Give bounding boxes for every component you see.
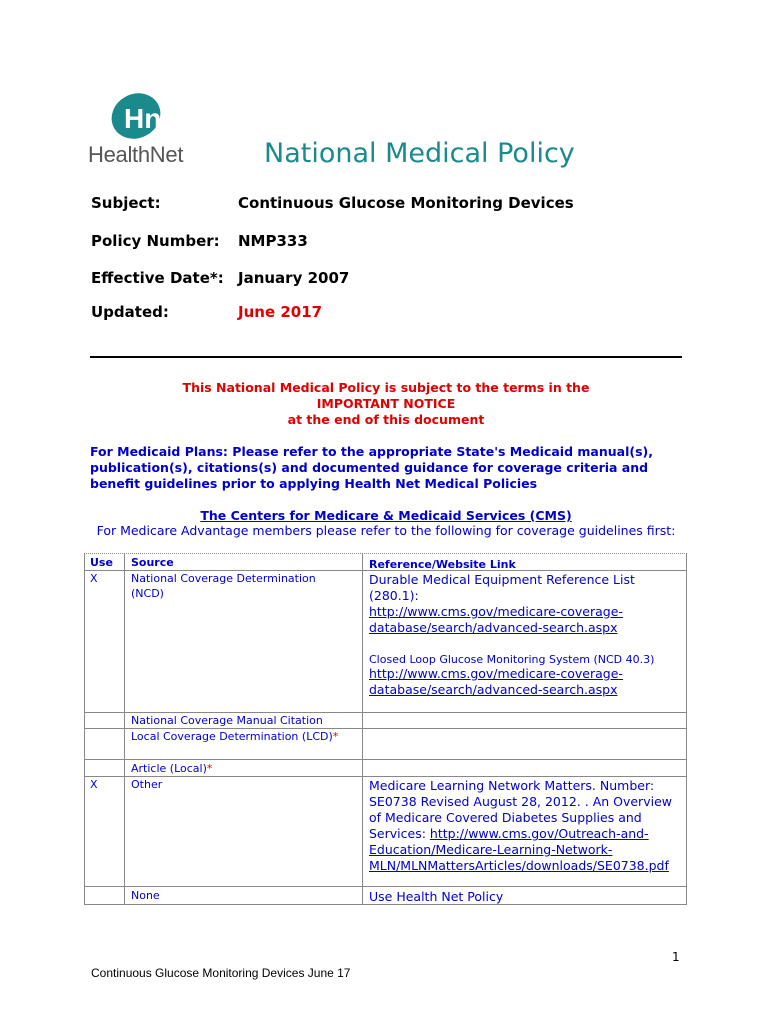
- updated-label: Updated:: [91, 303, 169, 321]
- column-header-use: Use: [90, 556, 113, 569]
- ncd-source-line-2: (NCD): [131, 587, 164, 600]
- article-asterisk: *: [206, 762, 213, 775]
- ncd-link-2-cont[interactable]: [369, 682, 685, 698]
- other-link-part-c[interactable]: MLN/MLNMattersArticles/downloads/SE0738.pdf: [369, 858, 669, 873]
- column-header-source: Source: [131, 556, 174, 569]
- medicaid-line-3: benefit guidelines prior to applying Health Net Medical Policies: [90, 476, 538, 491]
- policy-number-label: Policy Number:: [91, 232, 220, 250]
- ncd-closed-loop-ref: Closed Loop Glucose Monitoring System (NCD 40.3): [369, 653, 655, 666]
- ncd-link-1-part-a[interactable]: http://www.cms.gov/medicare-coverage-: [369, 604, 623, 619]
- lcd-asterisk: *: [332, 730, 339, 743]
- medicaid-paragraph: [90, 444, 690, 492]
- ncd-link-2[interactable]: [369, 666, 685, 682]
- other-ref-services: Services:: [369, 826, 430, 841]
- other-link-part-a[interactable]: http://www.cms.gov/Outreach-and-: [429, 826, 649, 841]
- ncd-link-2-part-a[interactable]: http://www.cms.gov/medicare-coverage-: [369, 666, 623, 681]
- subject-value: Continuous Glucose Monitoring Devices: [238, 194, 574, 212]
- footer-text: Continuous Glucose Monitoring Devices June 17: [91, 966, 351, 980]
- other-ref-line-2: SE0738 Revised August 28, 2012. . An Overview: [369, 794, 672, 809]
- page-number: 1: [672, 950, 680, 964]
- svg-text:Hn: Hn: [124, 103, 162, 134]
- other-ref-line-3: of Medicare Covered Diabetes Supplies and: [369, 810, 642, 825]
- other-ref-line-4: [369, 826, 685, 842]
- other-link-cont-2[interactable]: [369, 858, 685, 874]
- other-source: Other: [131, 778, 163, 791]
- ncd-ref-line-1: Durable Medical Equipment Reference List: [369, 572, 635, 587]
- manual-source: National Coverage Manual Citation: [131, 714, 323, 727]
- cms-heading: The Centers for Medicare & Medicaid Services (CMS): [200, 508, 572, 523]
- ncd-link-1[interactable]: [369, 604, 685, 620]
- effective-date-value: January 2007: [238, 269, 350, 287]
- lcd-source-text: Local Coverage Determination (LCD): [131, 730, 333, 743]
- none-ref: Use Health Net Policy: [369, 889, 504, 904]
- policy-number-value: NMP333: [238, 232, 308, 250]
- divider: [90, 356, 682, 358]
- medicaid-line-2: publication(s), citations(s) and documented guidance for coverage criteria and: [90, 460, 649, 475]
- other-use-mark: X: [90, 778, 98, 791]
- cms-intro: For Medicare Advantage members please refer to the following for coverage guidelines first:: [96, 523, 676, 538]
- ncd-link-1-cont[interactable]: [369, 620, 685, 636]
- logo-wordmark: HealthNet: [88, 142, 184, 167]
- updated-value: June 2017: [238, 303, 323, 321]
- ncd-link-2-part-b[interactable]: database/search/advanced-search.aspx: [369, 682, 618, 697]
- lcd-source: [131, 729, 338, 745]
- ncd-use-mark: X: [90, 572, 98, 585]
- column-header-reference: Reference/Website Link: [369, 558, 516, 571]
- subject-label: Subject:: [91, 194, 161, 212]
- none-source: None: [131, 889, 160, 902]
- other-link-cont-1[interactable]: [369, 842, 685, 858]
- other-ref-line-1: Medicare Learning Network Matters. Number:: [369, 778, 655, 793]
- page-title: National Medical Policy: [264, 138, 575, 169]
- notice-line-1: This National Medical Policy is subject to the terms in the: [182, 380, 590, 395]
- other-link-part-b[interactable]: Education/Medicare-Learning-Network-: [369, 842, 613, 857]
- article-source-text: Article (Local): [131, 762, 207, 775]
- notice-line-3: at the end of this document: [287, 412, 485, 427]
- ncd-source-line-1: National Coverage Determination: [131, 572, 316, 585]
- ncd-link-1-part-b[interactable]: database/search/advanced-search.aspx: [369, 620, 618, 635]
- ncd-ref-line-2: (280.1):: [369, 588, 419, 603]
- notice-line-2: IMPORTANT NOTICE: [316, 396, 456, 411]
- medicaid-line-1: For Medicaid Plans: Please refer to the appropriate State's Medicaid manual(s),: [90, 444, 653, 459]
- article-source: [131, 761, 212, 777]
- effective-date-label: Effective Date*:: [91, 269, 224, 287]
